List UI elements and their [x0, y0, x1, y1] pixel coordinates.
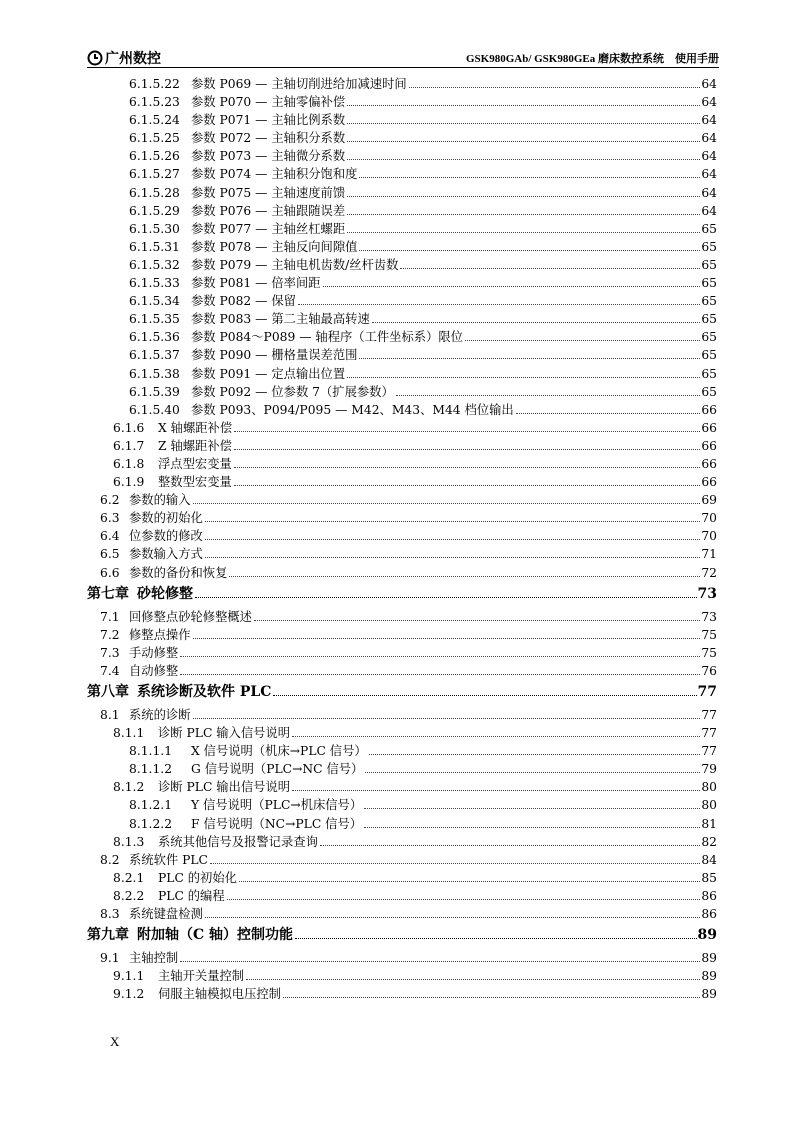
toc-entry-page: 64 — [701, 95, 717, 110]
toc-entry-page: 89 — [701, 969, 717, 984]
toc-entry-number: 6.1.7 — [113, 438, 145, 453]
toc-entry[interactable] — [87, 128, 717, 146]
dot-leader — [298, 303, 700, 305]
dot-leader — [516, 412, 701, 414]
dot-leader — [234, 484, 701, 486]
toc-entry-title: 参数的输入 — [129, 493, 191, 508]
toc-entry[interactable] — [87, 74, 717, 92]
toc-entry-number: 6.1.5.28 — [129, 185, 180, 200]
toc-entry[interactable] — [87, 948, 717, 966]
toc-entry-number: 6.1.5.32 — [129, 257, 180, 272]
dot-leader — [193, 717, 701, 719]
toc-entry-title: 参数 P073 — 主轴微分系数 — [191, 149, 346, 164]
dot-leader — [234, 466, 701, 468]
toc-entry-page: 89 — [701, 951, 717, 966]
toc-entry-number: 第九章 — [87, 927, 129, 944]
dot-leader — [234, 430, 700, 432]
toc-entry-page: 70 — [701, 511, 717, 526]
toc-entry-number: 6.1.5.23 — [129, 95, 180, 110]
toc-entry[interactable] — [87, 201, 717, 219]
dot-leader — [195, 596, 697, 598]
toc-entry-title: 整数型宏变量 — [158, 475, 232, 490]
toc-entry-page: 66 — [701, 402, 717, 417]
dot-leader — [372, 321, 701, 323]
dot-leader — [347, 195, 700, 197]
dot-leader — [273, 694, 696, 696]
toc-entry-page: 80 — [701, 798, 717, 813]
dot-leader — [239, 880, 700, 882]
toc-entry-page: 77 — [701, 708, 717, 722]
toc-entry-number: 8.1.1.2 — [129, 762, 173, 777]
toc-entry-title: 参数 P074 — 主轴积分饱和度 — [191, 167, 358, 182]
toc-entry-number: 9.1.1 — [113, 969, 145, 984]
toc-entry-number: 6.2 — [100, 493, 120, 508]
toc-entry-title: 参数的备份和恢复 — [129, 565, 228, 580]
dot-leader — [205, 556, 701, 558]
dot-leader — [193, 502, 701, 504]
toc-entry-number: 6.1.5.39 — [129, 384, 180, 399]
toc-entry[interactable] — [87, 886, 717, 904]
toc-entry-number: 第七章 — [87, 585, 129, 602]
toc-entry[interactable] — [87, 868, 717, 886]
toc-entry-title: 浮点型宏变量 — [158, 456, 232, 471]
dot-leader — [369, 753, 701, 755]
toc-entry-page: 65 — [701, 221, 717, 236]
dot-leader — [180, 960, 700, 962]
dot-leader — [347, 104, 700, 106]
dot-leader — [229, 575, 700, 577]
company-logo — [87, 48, 161, 68]
dot-leader — [323, 285, 701, 287]
toc-entry-page: 69 — [701, 493, 717, 508]
toc-entry-title: 系统诊断及软件 PLC — [137, 684, 272, 700]
toc-entry-title: X 轴螺距补偿 — [158, 420, 233, 435]
toc-entry-title: 伺服主轴模拟电压控制 — [158, 987, 281, 1002]
toc-entry[interactable] — [87, 984, 717, 1002]
toc-entry-number: 8.1 — [100, 708, 120, 722]
toc-entry-page: 73 — [701, 609, 717, 624]
toc-entry-title: 参数输入方式 — [129, 547, 203, 562]
toc-entry-title: Y 信号说明（PLC→机床信号） — [191, 798, 363, 813]
toc-entry-title: 参数 P077 — 主轴丝杠螺距 — [191, 221, 346, 236]
toc-entry-page: 81 — [701, 816, 717, 831]
toc-entry-title: PLC 的编程 — [158, 888, 225, 903]
toc-entry-number: 9.1 — [100, 951, 120, 966]
toc-entry-number: 6.1.5.27 — [129, 167, 180, 182]
dot-leader — [364, 807, 700, 809]
dot-leader — [347, 140, 700, 142]
toc-entry[interactable] — [87, 110, 717, 128]
dot-leader — [180, 655, 700, 657]
toc-entry-title: 参数 P081 — 倍率间距 — [191, 276, 321, 291]
toc-entry-title: 参数 P084～P089 — 轴程序（工件坐标系）限位 — [191, 330, 463, 345]
toc-entry-title: 系统的诊断 — [129, 708, 191, 722]
toc-entry-number: 6.1.6 — [113, 420, 145, 435]
toc-entry-page: 66 — [701, 456, 717, 471]
toc-entry-title: 参数 P071 — 主轴比例系数 — [191, 113, 346, 128]
toc-entry-title: 回修整点砂轮修整概述 — [129, 609, 252, 624]
toc-entry-number: 7.4 — [100, 663, 120, 678]
dot-leader — [400, 267, 700, 269]
toc-entry[interactable] — [87, 850, 717, 868]
toc-entry-page: 84 — [701, 852, 717, 867]
toc-entry-page: 70 — [701, 529, 717, 544]
toc-entry-page: 65 — [701, 348, 717, 363]
dot-leader — [193, 637, 701, 639]
toc-entry-title: 系统软件 PLC — [129, 852, 208, 867]
dot-leader — [347, 158, 700, 160]
toc-entry[interactable] — [87, 146, 717, 164]
toc-entry[interactable] — [87, 436, 717, 454]
toc-entry-number: 6.1.5.33 — [129, 276, 180, 291]
toc-chapter-entry[interactable] — [87, 922, 717, 948]
toc-entry-page: 76 — [701, 663, 717, 678]
toc-entry-number: 6.1.5.29 — [129, 203, 180, 218]
toc-entry-page: 65 — [701, 312, 717, 327]
dot-leader — [364, 826, 700, 828]
toc-entry-number: 6.6 — [100, 565, 120, 580]
toc-entry-title: 系统键盘检测 — [129, 907, 203, 922]
toc-entry-page: 79 — [701, 762, 717, 777]
toc-chapter-entry[interactable] — [87, 679, 717, 705]
toc-entry-number: 6.1.5.31 — [129, 239, 180, 254]
toc-entry-page: 89 — [701, 987, 717, 1002]
toc-chapter-entry[interactable] — [87, 581, 717, 607]
toc-entry[interactable] — [87, 255, 717, 273]
toc-entry-page: 66 — [701, 438, 717, 453]
dot-leader — [205, 538, 701, 540]
dot-leader — [365, 771, 700, 773]
toc-entry-page: 64 — [701, 203, 717, 218]
toc-entry[interactable] — [87, 777, 717, 795]
toc-entry-page: 86 — [701, 907, 717, 922]
page-number: X — [110, 1034, 120, 1049]
toc-entry[interactable] — [87, 508, 717, 526]
toc-entry-number: 6.1.5.24 — [129, 113, 180, 128]
toc-entry[interactable] — [87, 237, 717, 255]
toc-entry-number: 6.1.5.26 — [129, 149, 180, 164]
toc-entry[interactable] — [87, 661, 717, 679]
dot-leader — [465, 339, 700, 341]
logo-text: 广州数控 — [105, 51, 161, 67]
toc-entry[interactable] — [87, 490, 717, 508]
toc-entry-number: 8.1.2.1 — [129, 798, 173, 813]
toc-entry-number: 8.1.1.1 — [129, 744, 173, 759]
toc-entry-number: 6.1.5.25 — [129, 131, 180, 146]
toc-entry-page: 65 — [701, 330, 717, 345]
toc-entry-page: 77 — [697, 684, 717, 700]
toc-entry-page: 64 — [701, 167, 717, 182]
gsk-logo-icon — [87, 50, 103, 66]
toc-entry-title: F 信号说明（NC→PLC 信号） — [191, 816, 363, 831]
table-of-contents — [87, 74, 717, 1002]
toc-entry-title: 参数 P091 — 定点输出位置 — [191, 366, 346, 381]
toc-entry[interactable] — [87, 607, 717, 625]
toc-entry[interactable] — [87, 741, 717, 759]
toc-entry-title: G 信号说明（PLC→NC 信号） — [191, 762, 364, 777]
toc-entry-number: 6.1.5.37 — [129, 348, 180, 363]
toc-entry-number: 6.5 — [100, 547, 120, 562]
toc-entry[interactable] — [87, 759, 717, 777]
toc-entry-number: 6.1.5.34 — [129, 294, 180, 309]
toc-entry[interactable] — [87, 309, 717, 327]
toc-entry-number: 6.3 — [100, 511, 120, 526]
dot-leader — [359, 357, 700, 359]
toc-entry-title: 位参数的修改 — [129, 529, 203, 544]
toc-entry-page: 80 — [701, 780, 717, 795]
toc-entry-title: 参数 P078 — 主轴反向间隙值 — [191, 239, 358, 254]
toc-entry[interactable] — [87, 904, 717, 922]
toc-entry-number: 6.1.5.38 — [129, 366, 180, 381]
toc-entry-title: 诊断 PLC 输出信号说明 — [158, 780, 291, 795]
toc-entry-number: 7.3 — [100, 645, 120, 660]
toc-entry-page: 73 — [697, 585, 717, 602]
toc-entry[interactable] — [87, 364, 717, 382]
toc-entry-page: 65 — [701, 384, 717, 399]
toc-entry-number: 8.2 — [100, 852, 120, 867]
toc-entry-title: 参数的初始化 — [129, 511, 203, 526]
dot-leader — [234, 448, 700, 450]
toc-entry-title: 参数 P070 — 主轴零偏补偿 — [191, 95, 346, 110]
toc-entry[interactable] — [87, 544, 717, 562]
toc-entry-number: 8.1.3 — [113, 834, 145, 849]
toc-entry[interactable] — [87, 795, 717, 813]
toc-entry[interactable] — [87, 219, 717, 237]
toc-entry-number: 第八章 — [87, 684, 129, 700]
toc-entry-page: 64 — [701, 113, 717, 128]
toc-entry-number: 6.1.5.40 — [129, 402, 180, 417]
toc-entry[interactable] — [87, 400, 717, 418]
toc-entry-title: X 信号说明（机床→PLC 信号） — [191, 744, 367, 759]
toc-entry[interactable] — [87, 814, 717, 832]
toc-entry-page: 86 — [701, 888, 717, 903]
toc-entry-page: 64 — [701, 77, 717, 91]
toc-entry-page: 77 — [701, 744, 717, 759]
toc-entry-page: 75 — [701, 645, 717, 660]
toc-entry-page: 65 — [701, 276, 717, 291]
toc-entry-page: 65 — [701, 257, 717, 272]
toc-entry-title: 参数 P069 — 主轴切削进给加减速时间 — [191, 77, 407, 91]
toc-entry-page: 64 — [701, 131, 717, 146]
toc-entry-title: 参数 P083 — 第二主轴最高转速 — [191, 312, 370, 327]
toc-entry-number: 6.1.5.30 — [129, 221, 180, 236]
toc-entry-number: 8.1.2 — [113, 780, 145, 795]
toc-entry[interactable] — [87, 183, 717, 201]
toc-entry[interactable] — [87, 723, 717, 741]
toc-entry-page: 71 — [701, 547, 717, 562]
toc-entry[interactable] — [87, 705, 717, 723]
toc-entry-title: 参数 P079 — 主轴电机齿数/丝杆齿数 — [191, 257, 399, 272]
toc-entry-page: 72 — [701, 565, 717, 580]
page-header — [87, 46, 719, 68]
toc-entry-number: 6.1.8 — [113, 456, 145, 471]
dot-leader — [359, 176, 700, 178]
toc-entry-title: 参数 P082 — 保留 — [191, 294, 296, 309]
toc-entry[interactable] — [87, 832, 717, 850]
dot-leader — [205, 520, 701, 522]
toc-entry[interactable] — [87, 526, 717, 544]
toc-entry[interactable] — [87, 454, 717, 472]
dot-leader — [210, 862, 700, 864]
toc-entry-page: 64 — [701, 185, 717, 200]
toc-entry[interactable] — [87, 382, 717, 400]
manual-title: GSK980GAb/ GSK980GEa 磨床数控系统 使用手册 — [465, 53, 719, 65]
dot-leader — [292, 735, 700, 737]
toc-entry-title: 参数 P075 — 主轴速度前馈 — [191, 185, 346, 200]
toc-entry-number: 6.1.5.22 — [129, 77, 180, 91]
toc-entry-page: 85 — [701, 870, 717, 885]
dot-leader — [347, 231, 700, 233]
toc-entry-number: 6.4 — [100, 529, 120, 544]
dot-leader — [180, 673, 700, 675]
dot-leader — [254, 619, 700, 621]
toc-entry[interactable] — [87, 472, 717, 490]
toc-entry-page: 65 — [701, 294, 717, 309]
toc-entry-number: 9.1.2 — [113, 987, 145, 1002]
toc-entry-number: 8.1.1 — [113, 726, 145, 741]
toc-entry[interactable] — [87, 625, 717, 643]
toc-entry-title: 主轴开关量控制 — [158, 969, 245, 984]
dot-leader — [359, 249, 700, 251]
dot-leader — [347, 122, 700, 124]
toc-entry-title: 参数 P092 — 位参数 7（扩展参数） — [191, 384, 394, 399]
toc-entry-number: 8.1.2.2 — [129, 816, 173, 831]
dot-leader — [320, 844, 700, 846]
toc-entry-title: 参数 P076 — 主轴跟随误差 — [191, 203, 346, 218]
toc-entry-number: 8.2.1 — [113, 870, 145, 885]
toc-entry-title: 自动修整 — [129, 663, 179, 678]
toc-entry-title: Z 轴螺距补偿 — [158, 438, 232, 453]
toc-entry[interactable] — [87, 345, 717, 363]
toc-entry-title: 参数 P072 — 主轴积分系数 — [191, 131, 346, 146]
dot-leader — [409, 86, 701, 88]
toc-entry-title: 手动修整 — [129, 645, 179, 660]
toc-entry-title: 主轴控制 — [129, 951, 179, 966]
toc-entry-number: 7.1 — [100, 609, 120, 624]
toc-entry[interactable] — [87, 273, 717, 291]
dot-leader — [396, 394, 701, 396]
dot-leader — [283, 996, 700, 998]
toc-entry-page: 65 — [701, 366, 717, 381]
toc-entry-page: 66 — [701, 475, 717, 490]
toc-entry-number: 6.1.9 — [113, 475, 145, 490]
toc-entry[interactable] — [87, 327, 717, 345]
dot-leader — [295, 937, 696, 939]
toc-entry-title: 修整点操作 — [129, 627, 191, 642]
toc-entry[interactable] — [87, 291, 717, 309]
dot-leader — [347, 376, 700, 378]
toc-entry-page: 89 — [697, 927, 717, 944]
toc-entry[interactable] — [87, 418, 717, 436]
toc-entry-title: 附加轴（C 轴）控制功能 — [137, 927, 294, 944]
toc-entry[interactable] — [87, 643, 717, 661]
dot-leader — [205, 916, 701, 918]
toc-entry[interactable] — [87, 164, 717, 182]
toc-entry-page: 77 — [701, 726, 717, 741]
toc-entry-page: 75 — [701, 627, 717, 642]
toc-entry-number: 7.2 — [100, 627, 120, 642]
toc-entry-number: 6.1.5.35 — [129, 312, 180, 327]
toc-entry-number: 6.1.5.36 — [129, 330, 180, 345]
dot-leader — [292, 789, 700, 791]
toc-entry-number: 8.3 — [100, 907, 120, 922]
toc-entry-title: 砂轮修整 — [137, 585, 193, 602]
toc-entry-title: 诊断 PLC 输入信号说明 — [158, 726, 291, 741]
toc-entry-page: 64 — [701, 149, 717, 164]
toc-entry[interactable] — [87, 966, 717, 984]
toc-entry-title: 参数 P093、P094/P095 — M42、M43、M44 档位输出 — [191, 402, 514, 417]
toc-entry-number: 8.2.2 — [113, 888, 145, 903]
toc-entry-page: 66 — [701, 420, 717, 435]
dot-leader — [347, 213, 700, 215]
dot-leader — [227, 898, 701, 900]
toc-entry-title: 参数 P090 — 栅格量误差范围 — [191, 348, 358, 363]
toc-entry-page: 82 — [701, 834, 717, 849]
toc-entry[interactable] — [87, 92, 717, 110]
dot-leader — [246, 978, 700, 980]
toc-entry-title: 系统其他信号及报警记录查询 — [158, 834, 318, 849]
toc-entry-title: PLC 的初始化 — [158, 870, 237, 885]
header-divider — [87, 67, 719, 68]
toc-entry[interactable] — [87, 563, 717, 581]
toc-entry-page: 65 — [701, 239, 717, 254]
